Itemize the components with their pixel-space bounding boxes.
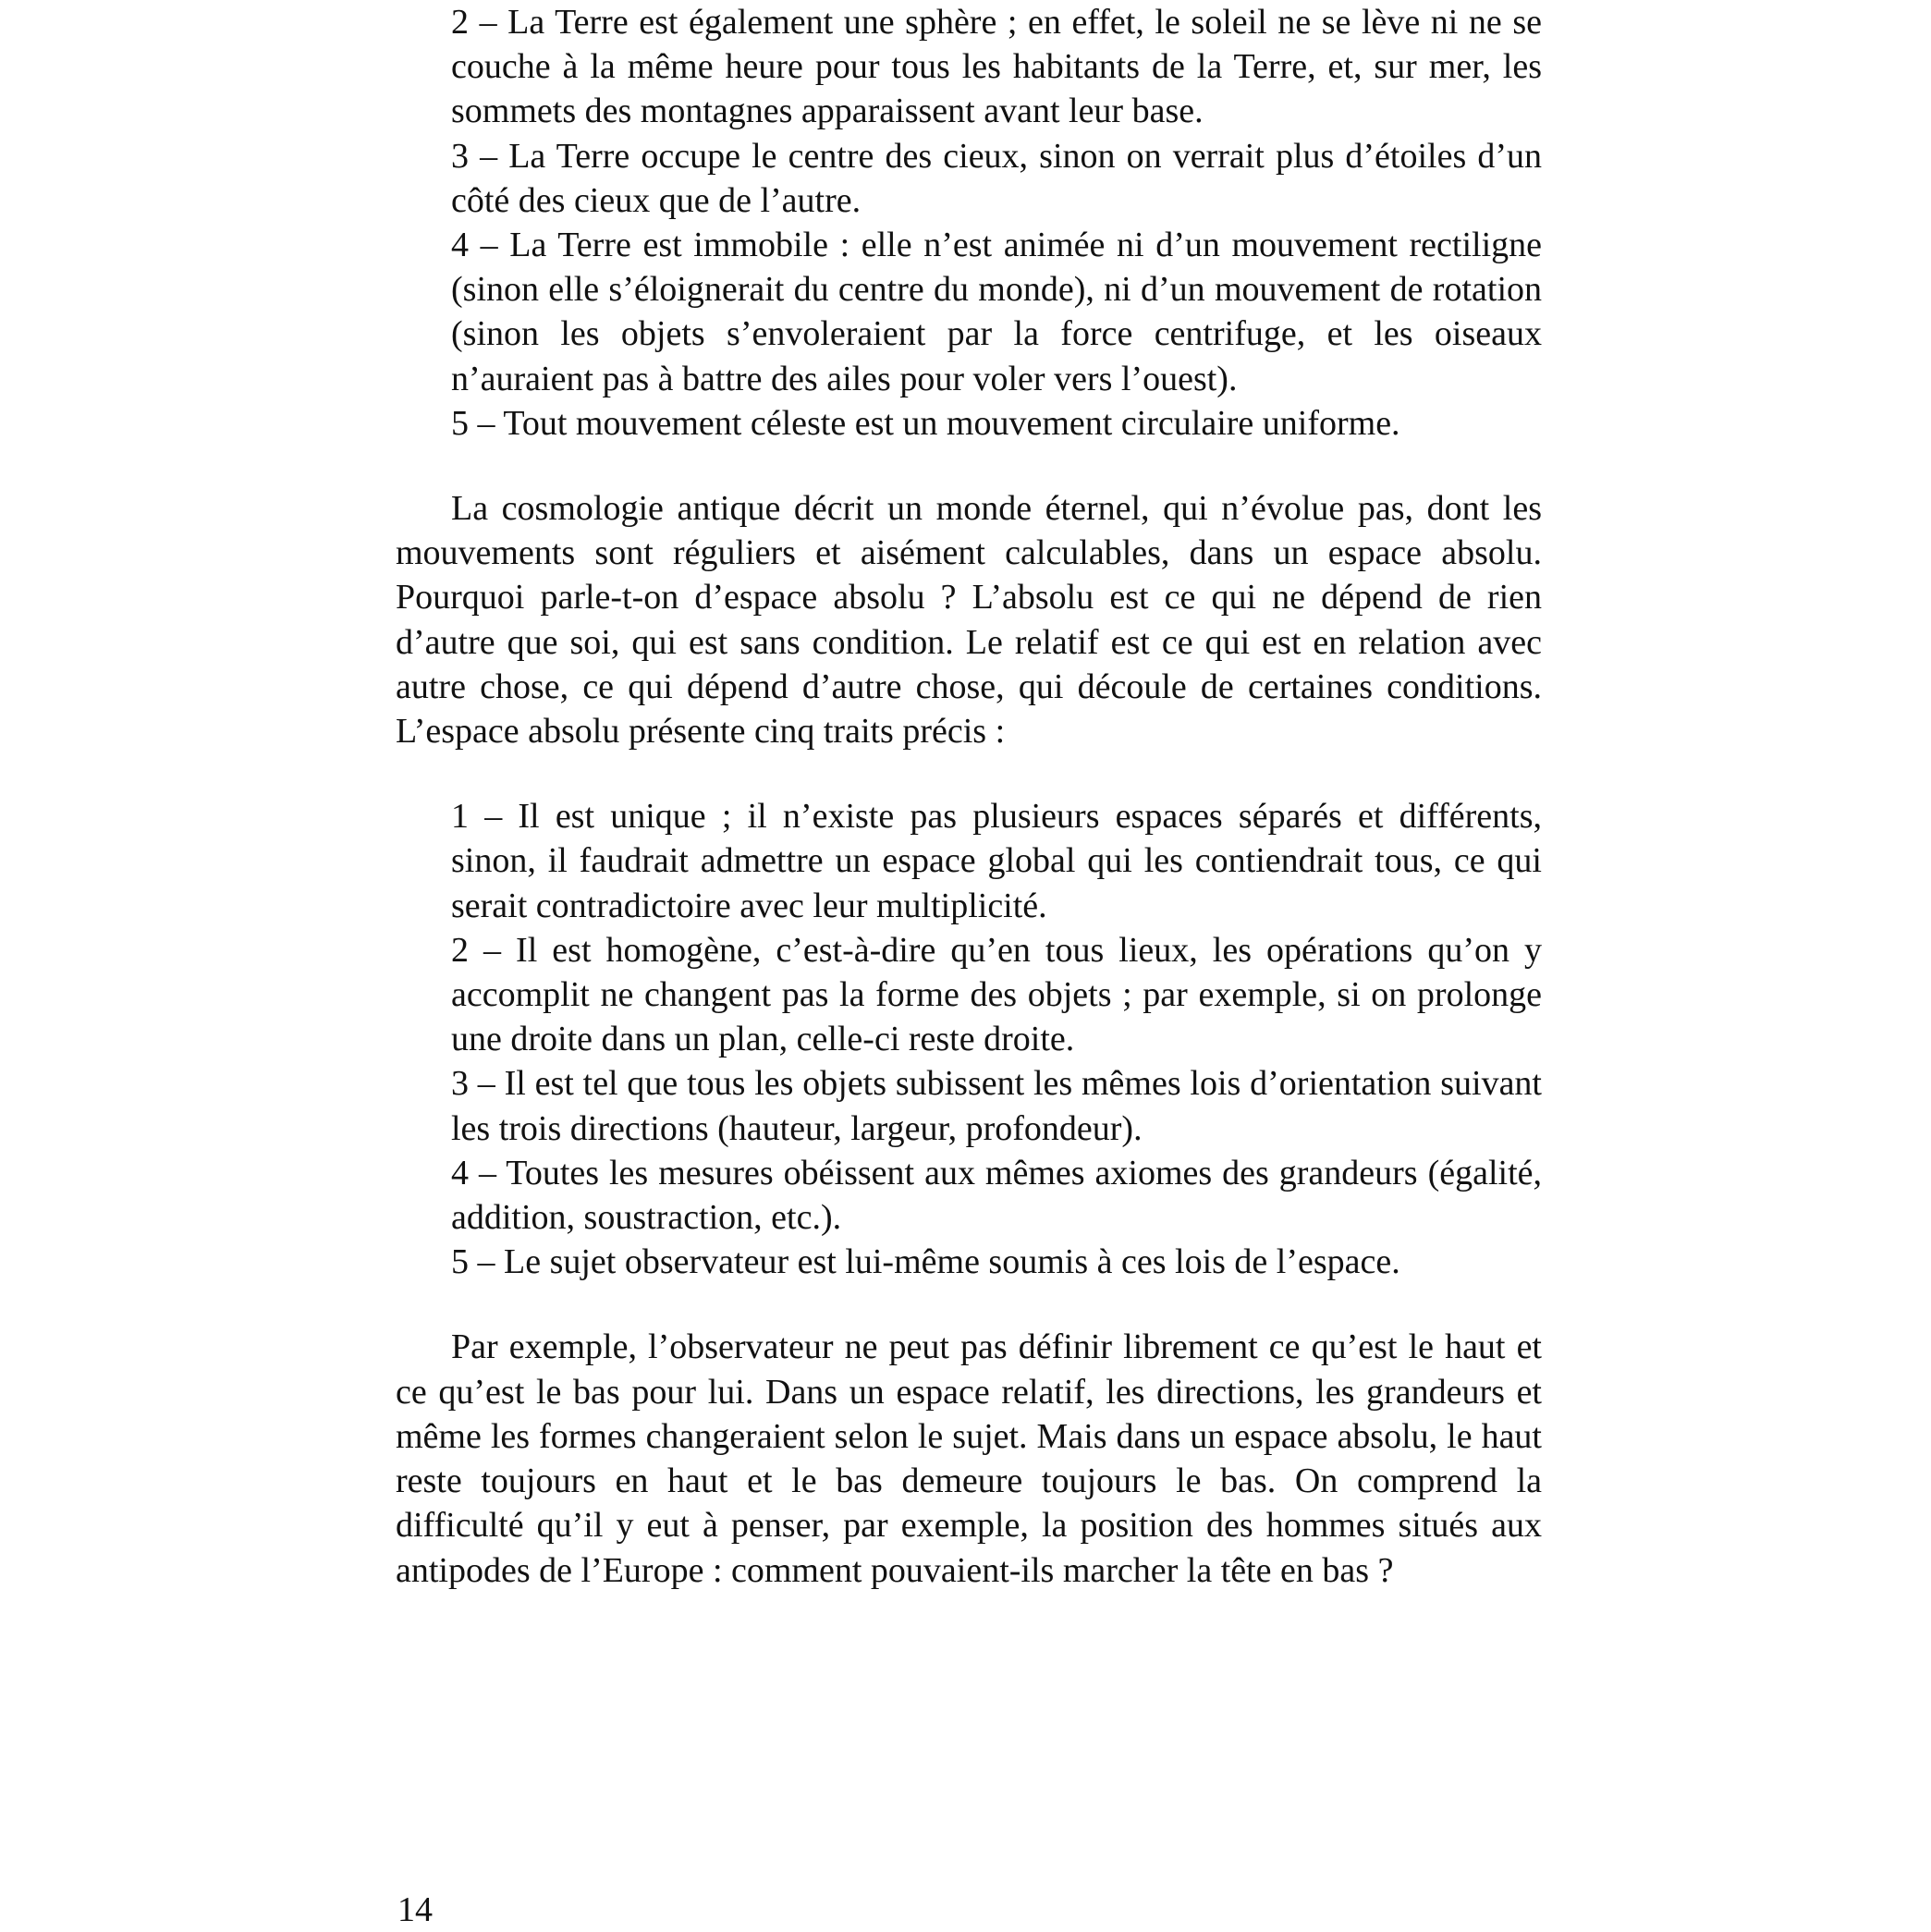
list-item: 3 – La Terre occupe le centre des cieux, sinon on verrait plus d’étoiles d’un côté des cieux que de l’autre. [451,136,1542,220]
absolute-space-traits-list [396,794,1542,1284]
spacer [396,1284,1542,1325]
list-item: 4 – La Terre est immobile : elle n’est animée ni d’un mouvement rectiligne (sinon elle s’éloignerait du centre du monde), ni d’un mouvement de rotation (sinon les objets s’envoleraient par la force centrifuge, et les oiseaux n’auraient pas à battre des ailes pour voler vers l’ouest). [451,226,1542,398]
list-item: 5 – Tout mouvement céleste est un mouvement circulaire uniforme. [451,403,1400,443]
spacer [396,446,1542,486]
list-item: 5 – Le sujet observateur est lui-même soumis à ces lois de l’espace. [451,1242,1400,1282]
list-item: 2 – Il est homogène, c’est-à-dire qu’en tous lieux, les opérations qu’on y accomplit ne changent pas la forme des objets ; par exemple, si on prolonge une droite dans un plan, celle-ci reste droite. [451,930,1542,1059]
earth-properties-list [396,0,1542,446]
body-text [396,0,1542,1593]
paragraph-observer: Par exemple, l’observateur ne peut pas définir librement ce qu’est le haut et ce qu’est le bas pour lui. Dans un espace relatif, les directions, les grandeurs et même les formes changeraient selon le sujet. Mais dans un espace absolu, le haut reste toujours en haut et le bas demeure toujours le bas. On comprend la difficulté qu’il y eut à penser, par exemple, la position des hommes situés aux antipodes de l’Europe : comment pouvaient-ils marcher la tête en bas ? [396,1327,1542,1590]
list-item: 2 – La Terre est également une sphère ; en effet, le soleil ne se lève ni ne se couche à la même heure pour tous les habitants de la Terre, et, sur mer, les sommets des montagnes apparaissent avant leur base. [451,3,1542,131]
list-item: 3 – Il est tel que tous les objets subissent les mêmes lois d’orientation suivant les trois directions (hauteur, largeur, profondeur). [451,1064,1542,1148]
spacer [396,753,1542,794]
page-number: 14 [397,1890,433,1929]
paragraph-cosmology: La cosmologie antique décrit un monde éternel, qui n’évolue pas, dont les mouvements sont réguliers et aisément calculables, dans un espace absolu. Pourquoi parle-t-on d’espace absolu ? L’absolu est ce qui ne dépend de rien d’autre que soi, qui est sans condition. Le relatif est ce qui est en relation avec autre chose, ce qui dépend d’autre chose, qui découle de certaines conditions. L’espace absolu présente cinq traits précis : [396,489,1542,752]
list-item: 1 – Il est unique ; il n’existe pas plusieurs espaces séparés et différents, sinon, il faudrait admettre un espace global qui les contiendrait tous, ce qui serait contradictoire avec leur multiplicité. [451,797,1542,925]
list-item: 4 – Toutes les mesures obéissent aux mêmes axiomes des grandeurs (égalité, addition, soustraction, etc.). [451,1153,1542,1238]
